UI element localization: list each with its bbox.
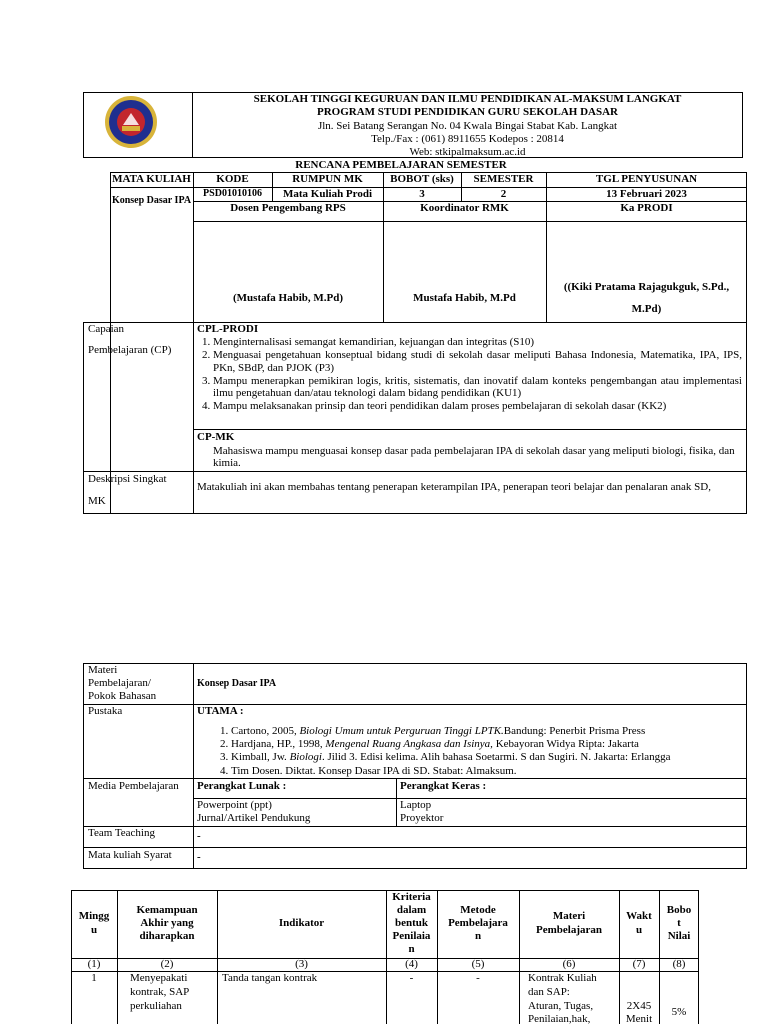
col-bobot: BOBOT (sks)	[390, 173, 454, 185]
kaprodi-label: Ka PRODI	[620, 202, 673, 214]
week-number: 1	[91, 972, 97, 984]
pustaka-list	[213, 725, 743, 778]
rule	[83, 471, 747, 472]
pustaka-publisher: Kebayoran Widya Ripta: Jakarta	[492, 738, 639, 751]
course-name: Konsep Dasar IPA	[111, 195, 192, 206]
course-bobot: 3	[419, 188, 425, 200]
metode-text: -	[476, 972, 480, 984]
keras-item: Laptop	[400, 799, 432, 811]
head-kriteria: Kriteria	[392, 891, 431, 903]
head-kemampuan-cont: diharapkan	[139, 930, 195, 942]
deskripsi-label-cont: MK	[88, 495, 106, 507]
cpmk-title: CP-MK	[197, 431, 235, 443]
head-bobot-cont: t	[677, 917, 681, 929]
head-materi: Materi	[552, 910, 586, 922]
kaprodi-name: ((Kiki Pratama Rajagukguk, S.Pd.,	[563, 281, 730, 293]
kemampuan-text: Menyepakati	[130, 972, 188, 984]
rule	[83, 826, 747, 827]
rule	[83, 704, 747, 705]
pustaka-book-title: Mengenal Ruang Angkasa dan Isinya,	[325, 738, 493, 751]
head-metode-cont: Pembelajara	[448, 917, 508, 929]
col-number: (6)	[562, 958, 576, 970]
waktu-text: 2X45	[626, 1000, 652, 1012]
col-rumpun: RUMPUN MK	[292, 173, 363, 185]
syarat-value: -	[197, 851, 201, 863]
col-semester: SEMESTER	[473, 173, 534, 185]
cpl-item: 3. Mampu menerapkan pemikiran logis, kritis, sistematis, dan inovatif dalam konteks pengembangan atau implementasi ilmu pengetahuan dan/atau teknologi dalam bidang pendidikan (KU1)	[213, 375, 742, 401]
col-number: (5)	[471, 958, 485, 970]
col-number: (1)	[87, 958, 101, 970]
program-name: PROGRAM STUDI PENDIDIKAN GURU SEKOLAH DASAR	[317, 106, 618, 118]
koordinator-label: Koordinator RMK	[420, 202, 509, 214]
cpl-item: 2. Menguasai pengetahuan konseptual bidang studi di sekolah dasar meliputi Bahasa Indonesia, Matematika, IPA, IPS, PKn, SBdP, dan PJOK (P3)	[213, 349, 742, 375]
rule	[83, 778, 747, 779]
dosen-label: Dosen Pengembang RPS	[230, 202, 346, 214]
keras-item: Proyektor	[400, 812, 444, 824]
pustaka-label: Pustaka	[88, 705, 123, 717]
head-materi-cont: Pembelajaran	[536, 924, 602, 936]
head-bobot: Bobo	[666, 904, 692, 916]
rule	[193, 172, 194, 514]
kaprodi-name-cont: M.Pd)	[631, 303, 662, 315]
head-metode-cont: n	[474, 930, 482, 942]
institution-name: SEKOLAH TINGGI KEGURUAN DAN ILMU PENDIDIKAN AL-MAKSUM LANGKAT	[253, 93, 682, 105]
web-text: Web: stkipalmaksum.ac.id	[409, 146, 526, 158]
head-kriteria-cont: n	[408, 943, 415, 955]
syarat-label: Mata kuliah Syarat	[88, 849, 172, 861]
rule	[396, 778, 397, 826]
pustaka-author: Tim Dosen. Diktat. Konsep Dasar IPA di SD. Stabat: Almaksum.	[231, 764, 517, 777]
kriteria-text: -	[409, 972, 414, 984]
rule	[193, 429, 747, 430]
col-number: (7)	[632, 958, 646, 970]
rule	[193, 663, 194, 869]
cpl-title: CPL-PRODI	[197, 323, 259, 335]
media-label: Media Pembelajaran	[88, 780, 179, 792]
materi-label-cont: Pokok Bahasan	[88, 690, 157, 702]
course-tgl: 13 Februari 2023	[606, 188, 687, 200]
pustaka-item	[231, 738, 743, 751]
cpl-item: 1. Menginternalisasi semangat kemandirian, kejuangan dan integritas (S10)	[213, 336, 742, 349]
materi-value: Konsep Dasar IPA	[197, 678, 277, 689]
pustaka-item	[231, 751, 743, 764]
col-number: (2)	[160, 958, 174, 970]
head-minggu: Mingg	[78, 910, 110, 922]
team-label: Team Teaching	[88, 827, 155, 839]
cpl-item: 4. Mampu melaksanakan prinsip dan teori pendidikan dalam proses pembelajaran di sekolah dasar (KK2)	[213, 400, 742, 413]
pustaka-item	[231, 725, 743, 738]
pustaka-author: Cartono, 2005,	[231, 725, 300, 737]
col-mata-kuliah: MATA KULIAH	[112, 173, 191, 185]
col-number: (8)	[672, 958, 686, 970]
pustaka-publisher: Bandung: Penerbit Prisma Press	[503, 725, 646, 737]
head-kriteria-cont: dalam	[396, 904, 427, 916]
capaian-label: Capaian	[88, 323, 125, 335]
indikator-text: Tanda tangan kontrak	[222, 972, 318, 984]
kemampuan-text: kontrak, SAP	[130, 986, 190, 998]
course-kode: PSD01010106	[203, 188, 262, 199]
pustaka-item	[231, 765, 743, 778]
lunak-item: Jurnal/Artikel Pendukung	[197, 812, 311, 824]
deskripsi-label: Deskripsi Singkat	[88, 473, 167, 485]
course-rumpun: Mata Kuliah Prodi	[282, 188, 373, 200]
rule	[217, 890, 218, 1024]
materi-label-cont: Pembelajaran/	[88, 677, 151, 689]
team-value: -	[197, 830, 201, 842]
dosen-name: (Mustafa Habib, M.Pd)	[233, 292, 343, 304]
head-kriteria-cont: Penilaia	[392, 930, 431, 942]
institution-logo	[104, 95, 158, 149]
head-waktu-cont: u	[635, 924, 643, 936]
koordinator-name: Mustafa Habib, M.Pd	[413, 292, 516, 304]
address-text: Jln. Sei Batang Serangan No. 04 Kwala Bingai Stabat Kab. Langkat	[317, 120, 618, 132]
pustaka-author: Hardjana, HP., 1998,	[231, 738, 326, 751]
head-minggu-cont: u	[90, 924, 98, 936]
rps-title: RENCANA PEMBELAJARAN SEMESTER	[295, 159, 507, 171]
rule	[83, 847, 747, 848]
rule	[193, 221, 747, 222]
head-bobot-cont: Nilai	[667, 930, 691, 942]
col-number: (3)	[295, 958, 308, 970]
keras-title: Perangkat Keras :	[400, 780, 487, 792]
phone-text: Telp./Fax : (061) 8911655 Kodepos : 20814	[371, 133, 564, 145]
bobot-text: 5%	[671, 1006, 687, 1018]
materi-text: Penilaian,hak,	[528, 1013, 591, 1025]
materi-text: Aturan, Tugas,	[528, 1000, 594, 1012]
rule	[83, 322, 747, 323]
deskripsi-text: Matakuliah ini akan membahas tentang penerapan keterampilan IPA, penerapan teori belajar dan penalaran anak SD,	[197, 481, 711, 493]
cpl-list	[197, 336, 742, 413]
pustaka-book-title: Biologi	[289, 751, 322, 764]
head-metode: Metode	[460, 904, 496, 916]
lunak-item: Powerpoint (ppt)	[197, 799, 272, 811]
cpmk-text: Mahasiswa mampu menguasai konsep dasar pada pembelajaran IPA di sekolah dasar yang meliputi biologi, fisika, dan kimia.	[213, 445, 735, 470]
materi-label: Materi	[88, 664, 118, 676]
materi-text: Kontrak Kuliah	[528, 972, 597, 984]
rule	[193, 798, 747, 799]
col-kode: KODE	[216, 173, 249, 185]
materi-text: dan SAP:	[528, 986, 570, 998]
head-kemampuan: Kemampuan	[136, 904, 198, 916]
head-waktu: Wakt	[626, 910, 652, 922]
pustaka-publisher: . Jilid 3. Edisi kelima. Alih bahasa Soetarmi. S dan Sugiri. N. Jakarta: Erlangga	[321, 751, 671, 764]
kemampuan-text: perkuliahan	[130, 1000, 182, 1012]
head-indikator: Indikator	[278, 917, 325, 929]
utama-title: UTAMA :	[197, 705, 244, 717]
col-number: (4)	[405, 958, 418, 970]
head-kemampuan-cont: Akhir yang	[140, 917, 194, 929]
lunak-title: Perangkat Lunak :	[197, 780, 287, 792]
pustaka-author: Kimball, Jw.	[231, 751, 290, 764]
capaian-label-cont: Pembelajaran (CP)	[88, 344, 172, 356]
pustaka-book-title: Biologi Umum untuk Perguruan Tinggi LPTK.	[299, 725, 504, 737]
waktu-text: Menit	[625, 1013, 653, 1025]
col-tgl: TGL PENYUSUNAN	[595, 173, 698, 185]
course-semester: 2	[500, 188, 507, 200]
head-kriteria-cont: bentuk	[394, 917, 429, 929]
